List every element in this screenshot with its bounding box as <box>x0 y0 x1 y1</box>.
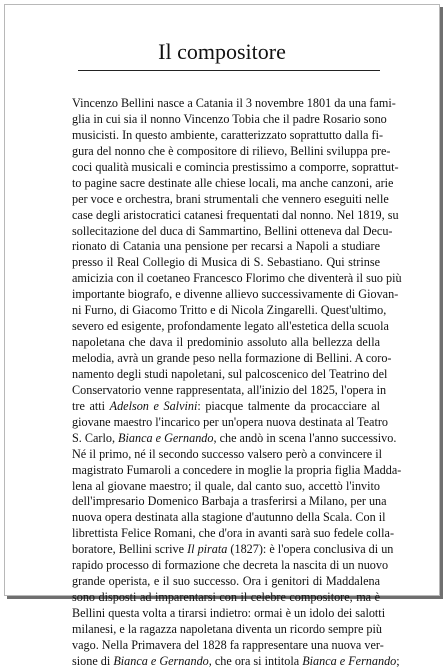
text-segment: severo ed esigente, profondamente legato all'estetica della scuola <box>72 319 389 334</box>
text-line <box>72 606 386 622</box>
text-line <box>72 637 384 654</box>
italic-work-title: Bianca e Fernando <box>302 653 397 668</box>
text-segment: coci qualità musicali e comincia prestissimo a comporre, soprattut- <box>72 159 399 174</box>
text-line <box>72 96 396 112</box>
text-segment: magistrato Fumaroli a concedere in moglie la propria figlia Madda- <box>72 462 402 477</box>
text-line <box>72 111 387 128</box>
body-paragraph <box>72 96 402 670</box>
text-segment: (1827): è l'opera conclusiva di un <box>227 542 394 557</box>
text-segment: case degli aristocratici catanesi frequentati dal nonno. Nel 1819, su <box>72 207 399 222</box>
text-segment: , che andò in scena l'anno successivo. <box>213 430 397 445</box>
text-line <box>72 446 383 463</box>
text-line <box>72 558 389 574</box>
text-segment: presso il Real Collegio di Musica di S. Sebastiano. Qui strinse <box>72 255 380 270</box>
text-line <box>72 574 380 590</box>
text-line <box>72 366 388 383</box>
text-segment: sollecitazione del duca di Sammartino, Bellini otteneva dal Decu- <box>72 223 393 238</box>
text-segment: lena al giovane maestro; il quale, dal canto suo, accettò l'invito <box>72 478 380 493</box>
text-line <box>72 479 380 495</box>
text-segment: milanesi, e la ragazza napoletana diventa un ricordo sempre più <box>72 621 382 636</box>
text-line <box>72 414 388 431</box>
text-segment: importante biografo, e divenne allievo successivamente di Giovan- <box>72 287 399 302</box>
text-line <box>72 287 399 303</box>
text-segment: librettista Felice Romani, che d'ora in avanti sarà suo fedele colla- <box>72 526 394 541</box>
title-underline-rule <box>78 70 380 71</box>
text-line <box>72 271 402 287</box>
text-segment: napoletana che dava il predominio assoluto alla bellezza della <box>72 335 380 350</box>
text-line <box>72 335 380 351</box>
text-line <box>72 159 399 176</box>
text-segment: musicisti. In questo ambiente, caratterizzato soprattutto dalla fi- <box>72 127 384 142</box>
text-segment: vago. Nella Primavera del 1828 fa rappresentare una nuova ver- <box>72 637 384 652</box>
text-line <box>72 239 380 255</box>
text-segment: per voce e orchestra, brani strumentali che vennero eseguiti nelle <box>72 191 389 206</box>
text-line <box>72 319 389 335</box>
text-line <box>72 462 402 479</box>
text-segment: ; <box>396 653 400 668</box>
text-segment: Conservatorio venne rappresentata, all'inizio del 1825, l'opera in <box>72 382 387 397</box>
italic-work-title: Il pirata <box>187 542 228 557</box>
text-segment: gura del nonno che è compositore di rilievo, Bellini sviluppa pre- <box>72 143 391 158</box>
text-segment: dell'impresario Domenico Barbaja a trasferirsi a Milano, per una <box>72 494 387 509</box>
text-line <box>72 542 394 558</box>
text-segment: Vincenzo Bellini nasce a Catania il 3 novembre 1801 da una fami- <box>72 96 396 110</box>
text-segment: sono disposti ad imparentarsi con il celebre compositore, ma è <box>72 590 380 605</box>
text-line <box>72 399 380 415</box>
chapter-title: Il compositore <box>158 39 286 64</box>
italic-work-title: Bianca e Gernando <box>118 430 214 445</box>
text-line <box>72 430 397 447</box>
text-line <box>72 127 384 144</box>
text-segment: giovane maestro l'incarico per un'opera nuova destinata al Teatro <box>72 414 388 429</box>
text-segment: glia in cui sia il nonno Vincenzo Tobia che il padre Rosario sono <box>72 111 387 126</box>
text-line <box>72 382 387 399</box>
text-segment: to pagine sacre destinate alle chiese locali, ma anche canzoni, arie <box>72 175 394 190</box>
text-segment: nuova opera destinata alla stagione d'autunno della Scala. Con il <box>72 510 386 525</box>
text-line <box>72 510 386 526</box>
text-segment: , che ora si intitola <box>208 653 303 668</box>
text-line <box>72 255 380 271</box>
text-segment: rionato di Catania una pensione per recarsi a Napoli a studiare <box>72 239 380 254</box>
text-line <box>72 622 380 638</box>
text-line <box>72 351 392 367</box>
text-segment: grande operista, e il suo successo. Ora i genitori di Maddalena <box>72 574 380 589</box>
text-segment: melodia, avrà un grande peso nella formazione di Bellini. A coro- <box>72 351 392 365</box>
text-segment: Bellini questa volta a tirarsi indietro: ormai è un idolo dei salotti <box>72 606 386 620</box>
text-line <box>72 191 389 208</box>
text-segment: amicizia con il coetaneo Francesco Florimo che diventerà il suo più <box>72 271 402 286</box>
text-segment: sione di <box>72 653 114 668</box>
italic-work-title: Bianca e Gernando <box>113 653 209 668</box>
text-segment: boratore, Bellini scrive <box>72 542 188 557</box>
text-line <box>72 494 387 510</box>
text-segment: namento degli studi napoletani, sul palcoscenico del Teatrino del <box>72 366 388 381</box>
italic-work-title: Adelson e Salvini <box>109 398 198 413</box>
text-segment: Né il primo, né il secondo successo valsero però a convincere il <box>72 446 383 461</box>
text-line <box>72 207 399 224</box>
text-segment: ni Furno, di Giacomo Tritto e di Nicola Zingarelli. Quest'ultimo, <box>72 303 387 318</box>
text-segment: tre atti <box>72 398 110 413</box>
text-segment: S. Carlo, <box>72 430 119 445</box>
text-segment: rapido processo di formazione che decreta la nascita di un nuovo <box>72 558 389 573</box>
text-line <box>72 653 400 670</box>
text-line <box>72 175 394 192</box>
text-line <box>72 143 391 160</box>
text-line <box>72 526 394 542</box>
text-line <box>72 303 387 319</box>
text-line <box>72 223 393 240</box>
text-segment: : piacque talmente da procacciare al <box>197 398 381 413</box>
